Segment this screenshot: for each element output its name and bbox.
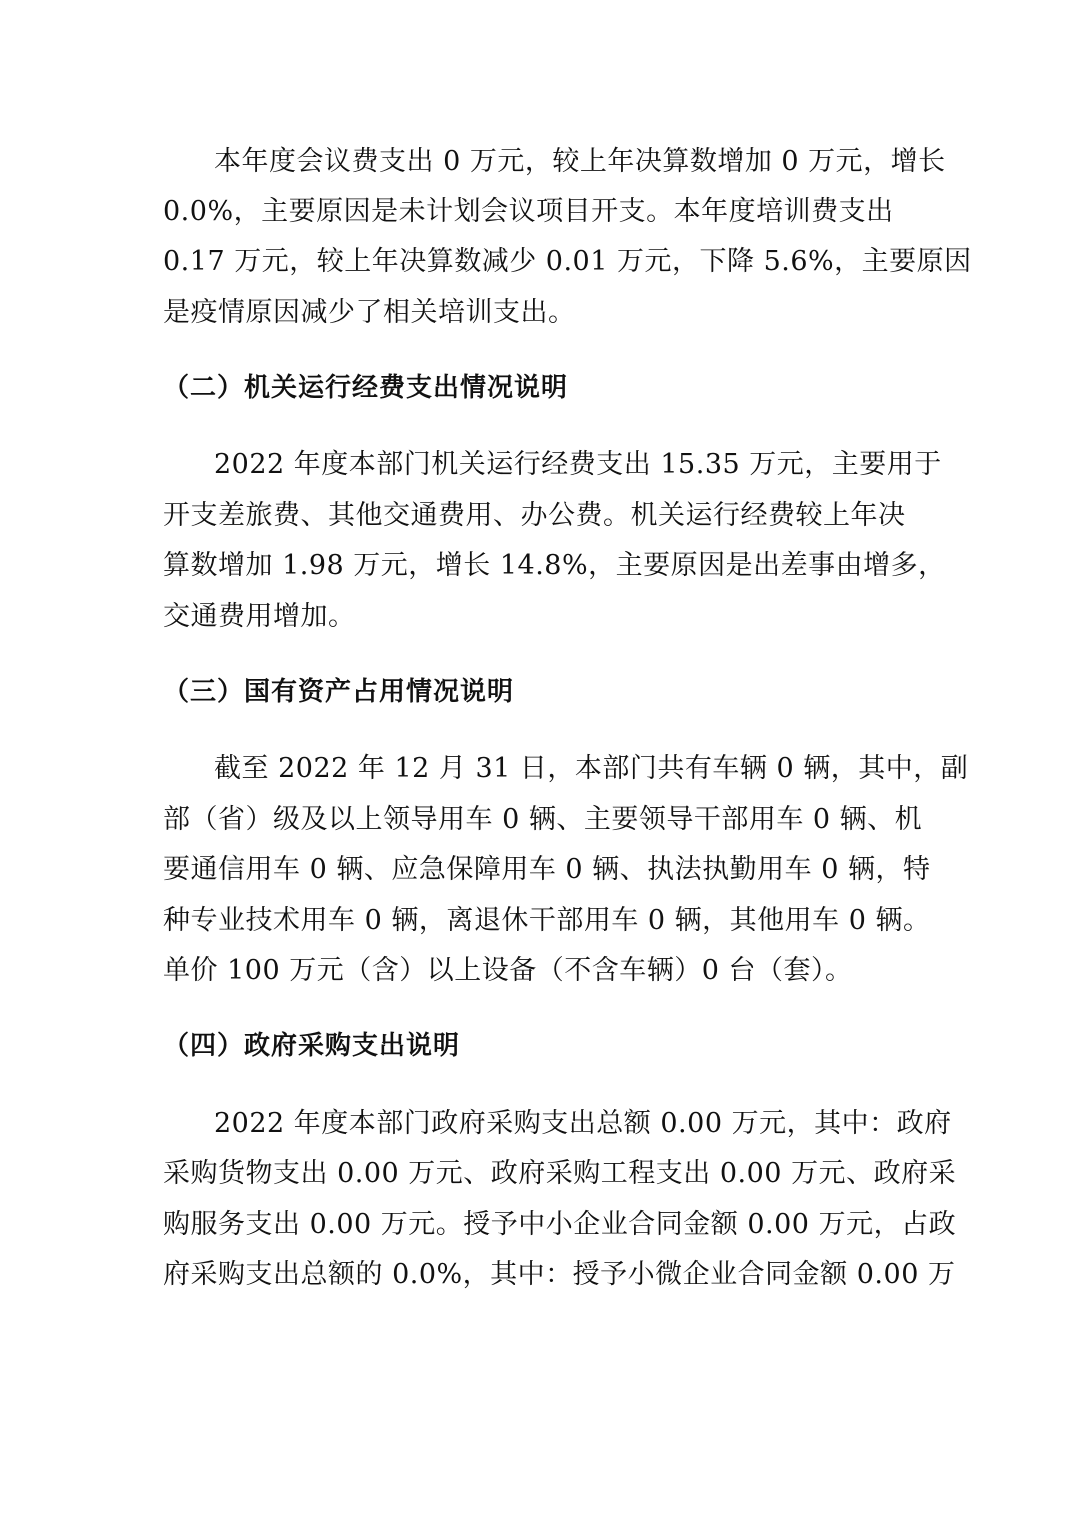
paragraph-line: 0.0%，主要原因是未计划会议项目开支。本年度培训费支出: [163, 196, 894, 227]
paragraph-line: 要通信用车 0 辆、应急保障用车 0 辆、执法执勤用车 0 辆，特: [163, 854, 931, 885]
paragraph-line: 算数增加 1.98 万元，增长 14.8%，主要原因是出差事由增多，: [163, 550, 946, 581]
section-heading: （二）机关运行经费支出情况说明: [163, 373, 569, 403]
paragraph-line: 开支差旅费、其他交通费用、办公费。机关运行经费较上年决: [163, 500, 906, 531]
paragraph-line: 交通费用增加。: [163, 601, 356, 632]
section-heading: （三）国有资产占用情况说明: [163, 677, 515, 707]
paragraph-line: 2022 年度本部门政府采购支出总额 0.00 万元，其中：政府: [214, 1108, 952, 1139]
paragraph-line: 2022 年度本部门机关运行经费支出 15.35 万元，主要用于: [214, 449, 942, 480]
paragraph-line: 单价 100 万元（含）以上设备（不含车辆）0 台（套）。: [163, 955, 853, 986]
paragraph-line: 是疫情原因减少了相关培训支出。: [163, 297, 576, 328]
paragraph-line: 本年度会议费支出 0 万元，较上年决算数增加 0 万元，增长: [214, 146, 946, 177]
paragraph-line: 购服务支出 0.00 万元。授予中小企业合同金额 0.00 万元，占政: [163, 1209, 957, 1240]
paragraph-line: 种专业技术用车 0 辆，离退休干部用车 0 辆，其他用车 0 辆。: [163, 905, 931, 936]
paragraph-line: 0.17 万元，较上年决算数减少 0.01 万元，下降 5.6%，主要原因: [163, 246, 972, 277]
paragraph-line: 采购货物支出 0.00 万元、政府采购工程支出 0.00 万元、政府采: [163, 1158, 957, 1189]
section-heading: （四）政府采购支出说明: [163, 1031, 461, 1061]
paragraph-line: 截至 2022 年 12 月 31 日，本部门共有车辆 0 辆，其中，副: [214, 753, 969, 784]
paragraph-line: 府采购支出总额的 0.0%，其中：授予小微企业合同金额 0.00 万: [163, 1259, 956, 1290]
paragraph-line: 部（省）级及以上领导用车 0 辆、主要领导干部用车 0 辆、机: [163, 804, 923, 835]
